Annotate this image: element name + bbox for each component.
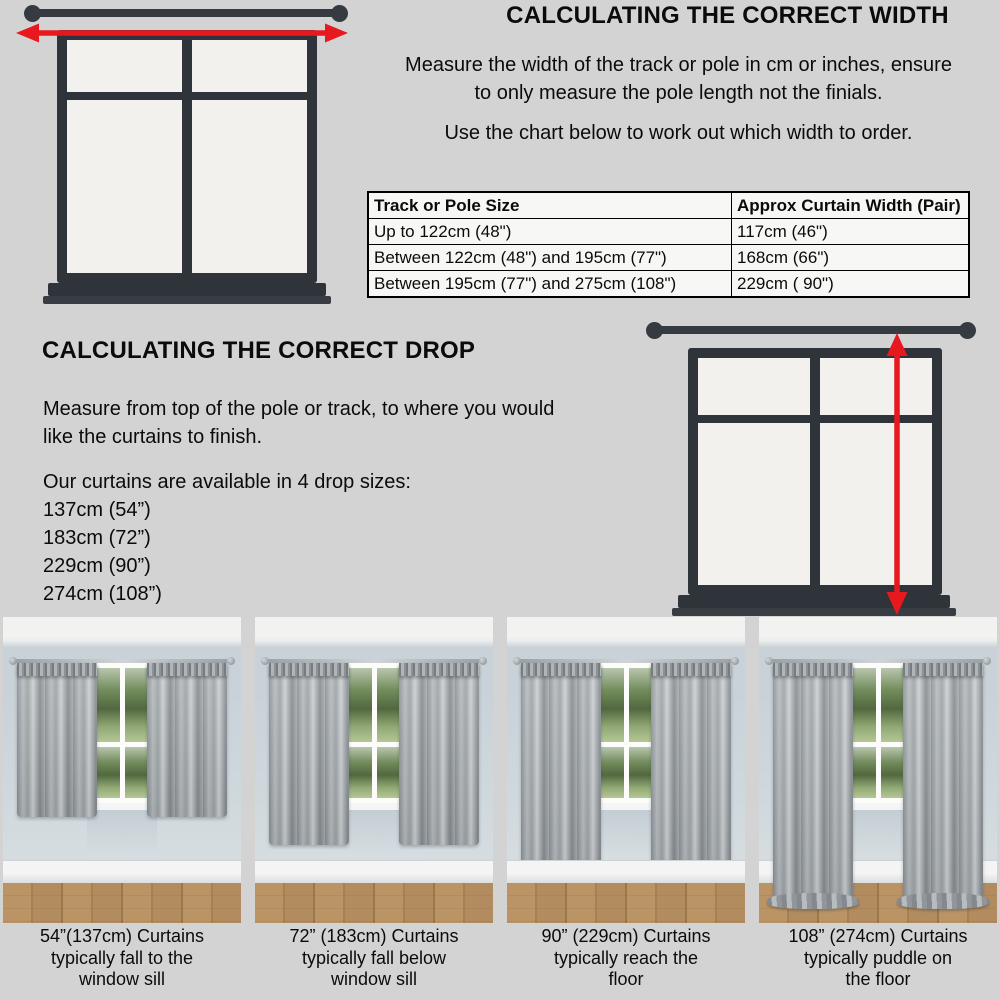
caption-line: typically fall to the [50, 947, 194, 968]
curtain-puddle-left [767, 893, 859, 909]
curtain-photo-sill-length [3, 617, 241, 923]
curtain-left [773, 663, 853, 903]
drop-measure-illustration [630, 310, 1000, 622]
caption-line: window sill [330, 969, 418, 989]
curtain-pole [655, 326, 967, 334]
skirting-board [3, 860, 241, 884]
caption-line: floor [608, 969, 644, 989]
window-pane [820, 423, 932, 585]
window-pane [698, 423, 810, 585]
photo-window-pane [96, 747, 120, 798]
window-pane [698, 358, 810, 415]
skirting-board [507, 860, 745, 884]
caption-line: 90” (229cm) Curtains [541, 926, 711, 946]
drop-section-paragraph [43, 395, 643, 451]
ceiling [3, 617, 241, 648]
window-graphic [57, 30, 317, 283]
skirting-board [255, 860, 493, 884]
drop-sizes-intro: Our curtains are available in 4 drop sizes: [43, 471, 411, 493]
caption-line: 108” (274cm) Curtains [788, 926, 968, 946]
table-row [368, 219, 969, 245]
curtain-pole [33, 9, 339, 17]
rod-finial-right [731, 657, 739, 665]
paragraph-line: Measure the width of the track or pole in cm or inches, ensure [405, 54, 952, 76]
curtain-width-cell: 117cm (46") [732, 219, 970, 245]
caption-line: typically fall below [301, 947, 447, 968]
photo-window [595, 663, 657, 803]
curtain-photo-floor-length [507, 617, 745, 923]
pole-size-cell: Between 195cm (77") and 275cm (108") [368, 271, 732, 298]
photo-window-pane [600, 668, 624, 742]
drop-size-item: 274cm (108”) [43, 583, 162, 605]
window-pane [192, 40, 307, 92]
rod-finial-left [765, 657, 773, 665]
curtain-left [521, 663, 601, 885]
paragraph-line: like the curtains to finish. [43, 426, 262, 448]
window-pane [820, 358, 932, 415]
table-header-row [368, 192, 969, 219]
ceiling [255, 617, 493, 648]
photo-window-pane [629, 668, 653, 742]
ceiling [507, 617, 745, 648]
pole-size-cell: Between 122cm (48") and 195cm (77") [368, 245, 732, 271]
curtain-left [269, 663, 349, 845]
curtain-right [903, 663, 983, 903]
photo-window-pane [600, 747, 624, 798]
rod-finial-left [9, 657, 17, 665]
drop-section-title: CALCULATING THE CORRECT DROP [42, 337, 476, 364]
column-header-pole-size: Track or Pole Size [368, 192, 732, 219]
rod-finial-left [261, 657, 269, 665]
photo-caption [3, 926, 241, 991]
photo-window-pane [629, 747, 653, 798]
photo-window-pane [852, 668, 876, 742]
wood-floor [507, 883, 745, 923]
caption-line: 54”(137cm) Curtains [39, 926, 205, 946]
curtain-puddle-right [897, 893, 989, 909]
photo-caption [255, 926, 493, 991]
caption-line: typically puddle on [803, 947, 953, 968]
width-section-note: Use the chart below to work out which width to order. [444, 122, 913, 144]
rod-finial-left [513, 657, 521, 665]
photo-window [847, 663, 909, 803]
size-table [367, 191, 970, 298]
curtain-right [147, 663, 227, 817]
curtain-right [399, 663, 479, 845]
pole-finial-left [24, 5, 41, 22]
photo-window-pane [125, 668, 149, 742]
width-arrow-icon [14, 22, 350, 44]
photo-caption [507, 926, 745, 991]
drop-size-item: 137cm (54”) [43, 499, 151, 521]
table-row [368, 245, 969, 271]
drop-size-item: 183cm (72”) [43, 527, 151, 549]
photo-window-pane [852, 747, 876, 798]
curtain-photo-below-sill-length [255, 617, 493, 923]
curtain-width-cell: 168cm (66") [732, 245, 970, 271]
rod-finial-right [479, 657, 487, 665]
caption-line: 72” (183cm) Curtains [289, 926, 459, 946]
photo-window-pane [125, 747, 149, 798]
window-pane [67, 40, 182, 92]
rod-finial-right [983, 657, 991, 665]
curtain-photo-puddle-length [759, 617, 997, 923]
width-section-title: CALCULATING THE CORRECT WIDTH [506, 2, 949, 29]
paragraph-line: Measure from top of the pole or track, to where you would [43, 398, 555, 420]
ceiling [759, 617, 997, 648]
photo-caption [759, 926, 997, 991]
window-pane [192, 100, 307, 273]
wood-floor [255, 883, 493, 923]
photo-window-pane [96, 668, 120, 742]
table-row [368, 271, 969, 298]
drop-arrow-icon [884, 331, 910, 617]
width-measure-illustration [0, 0, 360, 310]
caption-line: typically reach the [553, 947, 699, 968]
window-sill-base [43, 296, 331, 304]
column-header-curtain-width: Approx Curtain Width (Pair) [732, 192, 970, 219]
rod-finial-right [227, 657, 235, 665]
photo-window [91, 663, 153, 803]
curtain-width-cell: 229cm ( 90") [732, 271, 970, 298]
caption-line: the floor [845, 969, 911, 989]
wall-recess [87, 810, 157, 860]
width-section-paragraph [362, 51, 995, 107]
pole-finial-right [959, 322, 976, 339]
photo-window-pane [881, 747, 905, 798]
pole-finial-left [646, 322, 663, 339]
pole-size-cell: Up to 122cm (48") [368, 219, 732, 245]
curtain-right [651, 663, 731, 885]
window-pane [67, 100, 182, 273]
paragraph-line: to only measure the pole length not the finials. [474, 82, 883, 104]
drop-size-item: 229cm (90”) [43, 555, 151, 577]
photo-window-pane [881, 668, 905, 742]
window-sill [48, 283, 326, 296]
wood-floor [3, 883, 241, 923]
pole-finial-right [331, 5, 348, 22]
caption-line: window sill [78, 969, 166, 989]
window-sill-base [672, 608, 956, 616]
drop-sizes-list [43, 468, 463, 608]
curtain-left [17, 663, 97, 817]
